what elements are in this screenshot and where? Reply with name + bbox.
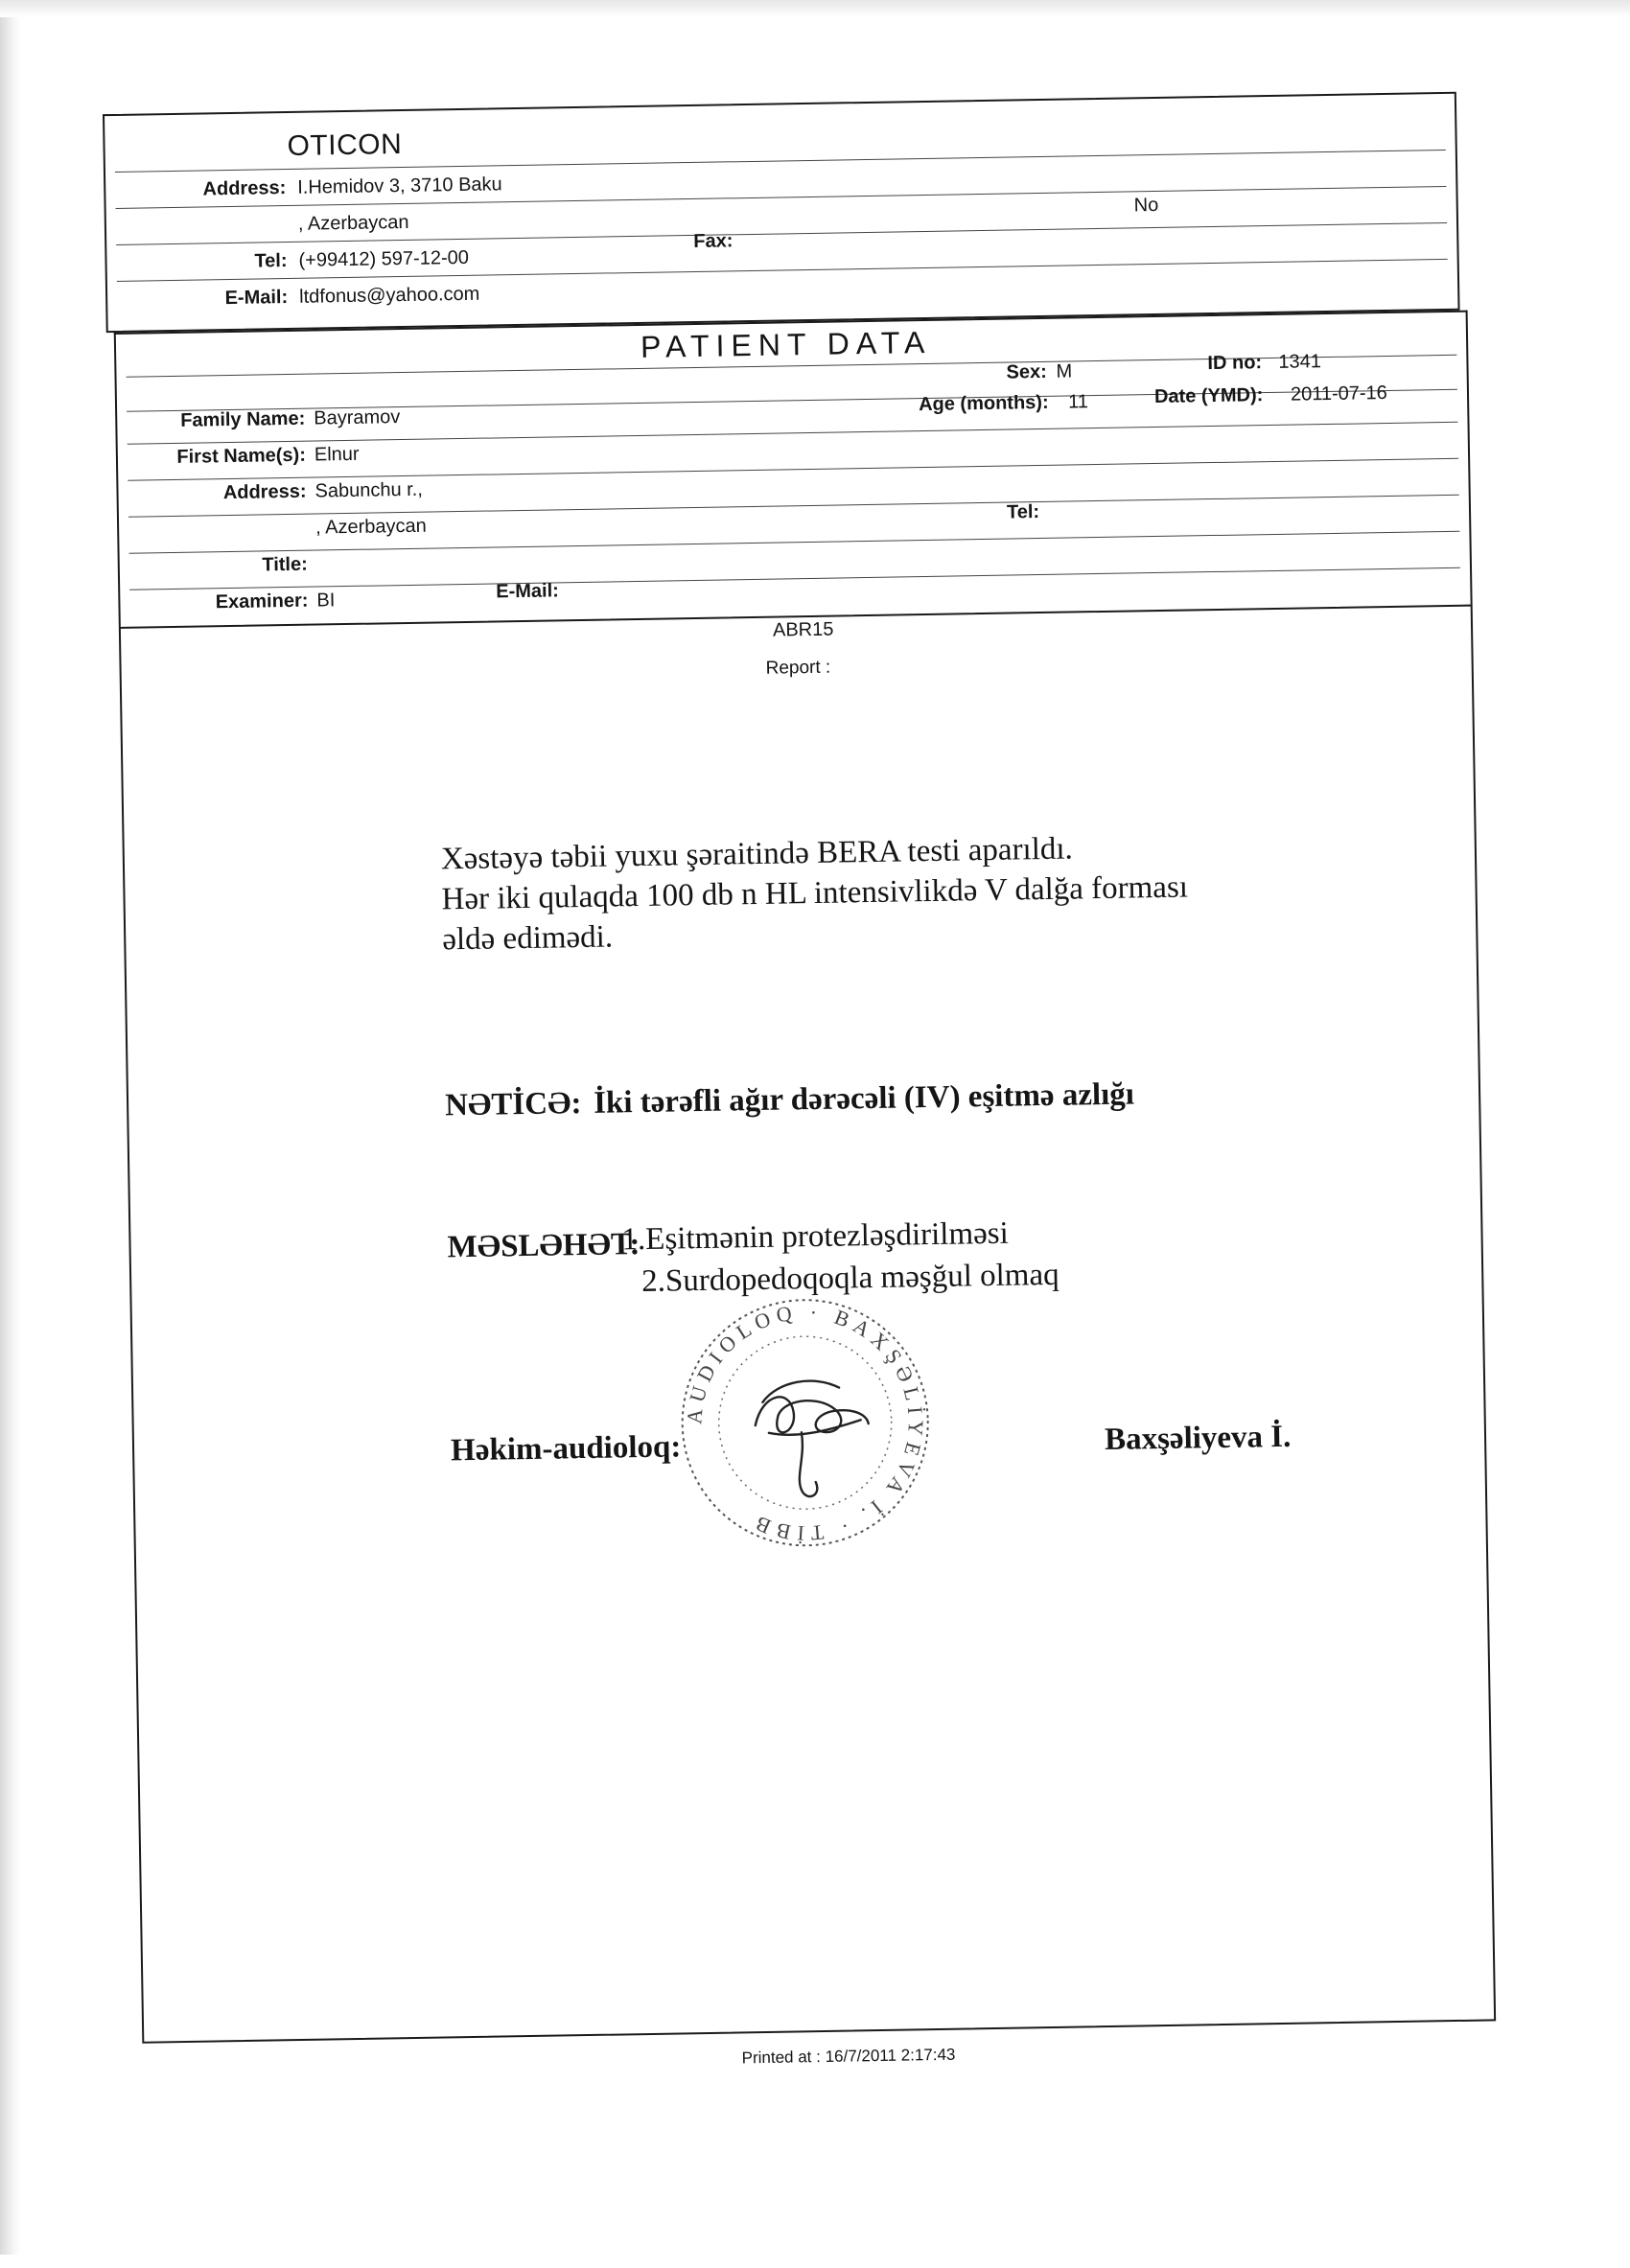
signature-name: Baxşəliyeva İ. bbox=[1104, 1419, 1292, 1458]
patient-family-name-label: Family Name: bbox=[180, 407, 306, 431]
findings-line-1: Xəstəyə təbii yuxu şəraitində BERA testi aparıldı. bbox=[440, 831, 1074, 877]
signature-scribble bbox=[755, 1380, 870, 1497]
clinic-no-label: No bbox=[1133, 194, 1159, 217]
patient-examiner-label: Examiner: bbox=[215, 590, 309, 613]
patient-date-value: 2011-07-16 bbox=[1290, 382, 1387, 405]
clinic-tel-value: (+99412) 597-12-00 bbox=[298, 246, 470, 271]
test-code: ABR15 bbox=[772, 618, 834, 641]
conclusion-label: NƏTİCƏ: bbox=[444, 1086, 582, 1123]
patient-data-box bbox=[114, 311, 1473, 627]
patient-sex-value: M bbox=[1056, 360, 1073, 382]
patient-age-label: Age (months): bbox=[918, 391, 1049, 416]
patient-email-label: E-Mail: bbox=[496, 580, 560, 603]
printed-timestamp: Printed at : 16/7/2011 2:17:43 bbox=[741, 2045, 956, 2068]
svg-text:AUDIOLOQ · BAXŞƏLİYEVA İ. · Tİ bbox=[680, 1298, 930, 1548]
clinic-tel-label: Tel: bbox=[254, 250, 288, 272]
patient-data-title: PATIENT DATA bbox=[640, 324, 932, 364]
clinic-address-label: Address: bbox=[202, 177, 287, 200]
clinic-email-label: E-Mail: bbox=[224, 286, 289, 310]
findings-line-3: əldə edimədi. bbox=[442, 919, 614, 958]
advice-item-1: 1.Eşitmənin protezləşdirilməsi bbox=[621, 1215, 1010, 1258]
patient-address-line2: , Azerbaycan bbox=[314, 515, 427, 539]
patient-address-line1: Sabunchu r., bbox=[314, 478, 424, 502]
advice-item-2: 2.Surdopedoqoqla məşğul olmaq bbox=[640, 1257, 1060, 1300]
patient-id-label: ID no: bbox=[1207, 352, 1263, 375]
patient-family-name-value: Bayramov bbox=[314, 406, 401, 429]
stamp-ring-text: AUDIOLOQ · BAXŞƏLİYEVA İ. · TİBB bbox=[682, 1300, 929, 1546]
patient-age-value: 11 bbox=[1067, 391, 1089, 413]
clinic-email-value: ltdfonus@yahoo.com bbox=[298, 283, 480, 308]
patient-title-label: Title: bbox=[262, 553, 308, 576]
findings-line-2: Hər iki qulaqda 100 db n HL intensivlikdə V dalğa forması bbox=[441, 869, 1189, 917]
clinic-header-box bbox=[103, 92, 1460, 333]
patient-sex-label: Sex: bbox=[1006, 360, 1048, 383]
patient-address-label: Address: bbox=[222, 480, 307, 504]
clinic-address-line1: I.Hemidov 3, 3710 Baku bbox=[297, 174, 502, 198]
patient-first-name-value: Elnur bbox=[314, 443, 360, 466]
signature-role: Həkim-audioloq: bbox=[450, 1429, 682, 1469]
report-label: Report : bbox=[765, 657, 831, 679]
patient-date-label: Date (YMD): bbox=[1153, 384, 1264, 408]
conclusion-text: İki tərəfli ağır dərəcəli (IV) eşitmə azlığı bbox=[593, 1076, 1135, 1121]
patient-id-value: 1341 bbox=[1278, 351, 1322, 373]
patient-tel-label: Tel: bbox=[1006, 501, 1040, 523]
patient-examiner-value: BI bbox=[316, 590, 336, 612]
patient-first-name-label: First Name(s): bbox=[176, 444, 307, 468]
advice-label: MƏSLƏHƏT: bbox=[447, 1227, 640, 1265]
clinic-fax-label: Fax: bbox=[693, 230, 734, 252]
report-body-box bbox=[119, 605, 1496, 2044]
clinic-name: OTICON bbox=[287, 128, 403, 162]
clinic-address-line2: , Azerbaycan bbox=[297, 211, 409, 235]
official-stamp-seal bbox=[668, 1286, 942, 1560]
